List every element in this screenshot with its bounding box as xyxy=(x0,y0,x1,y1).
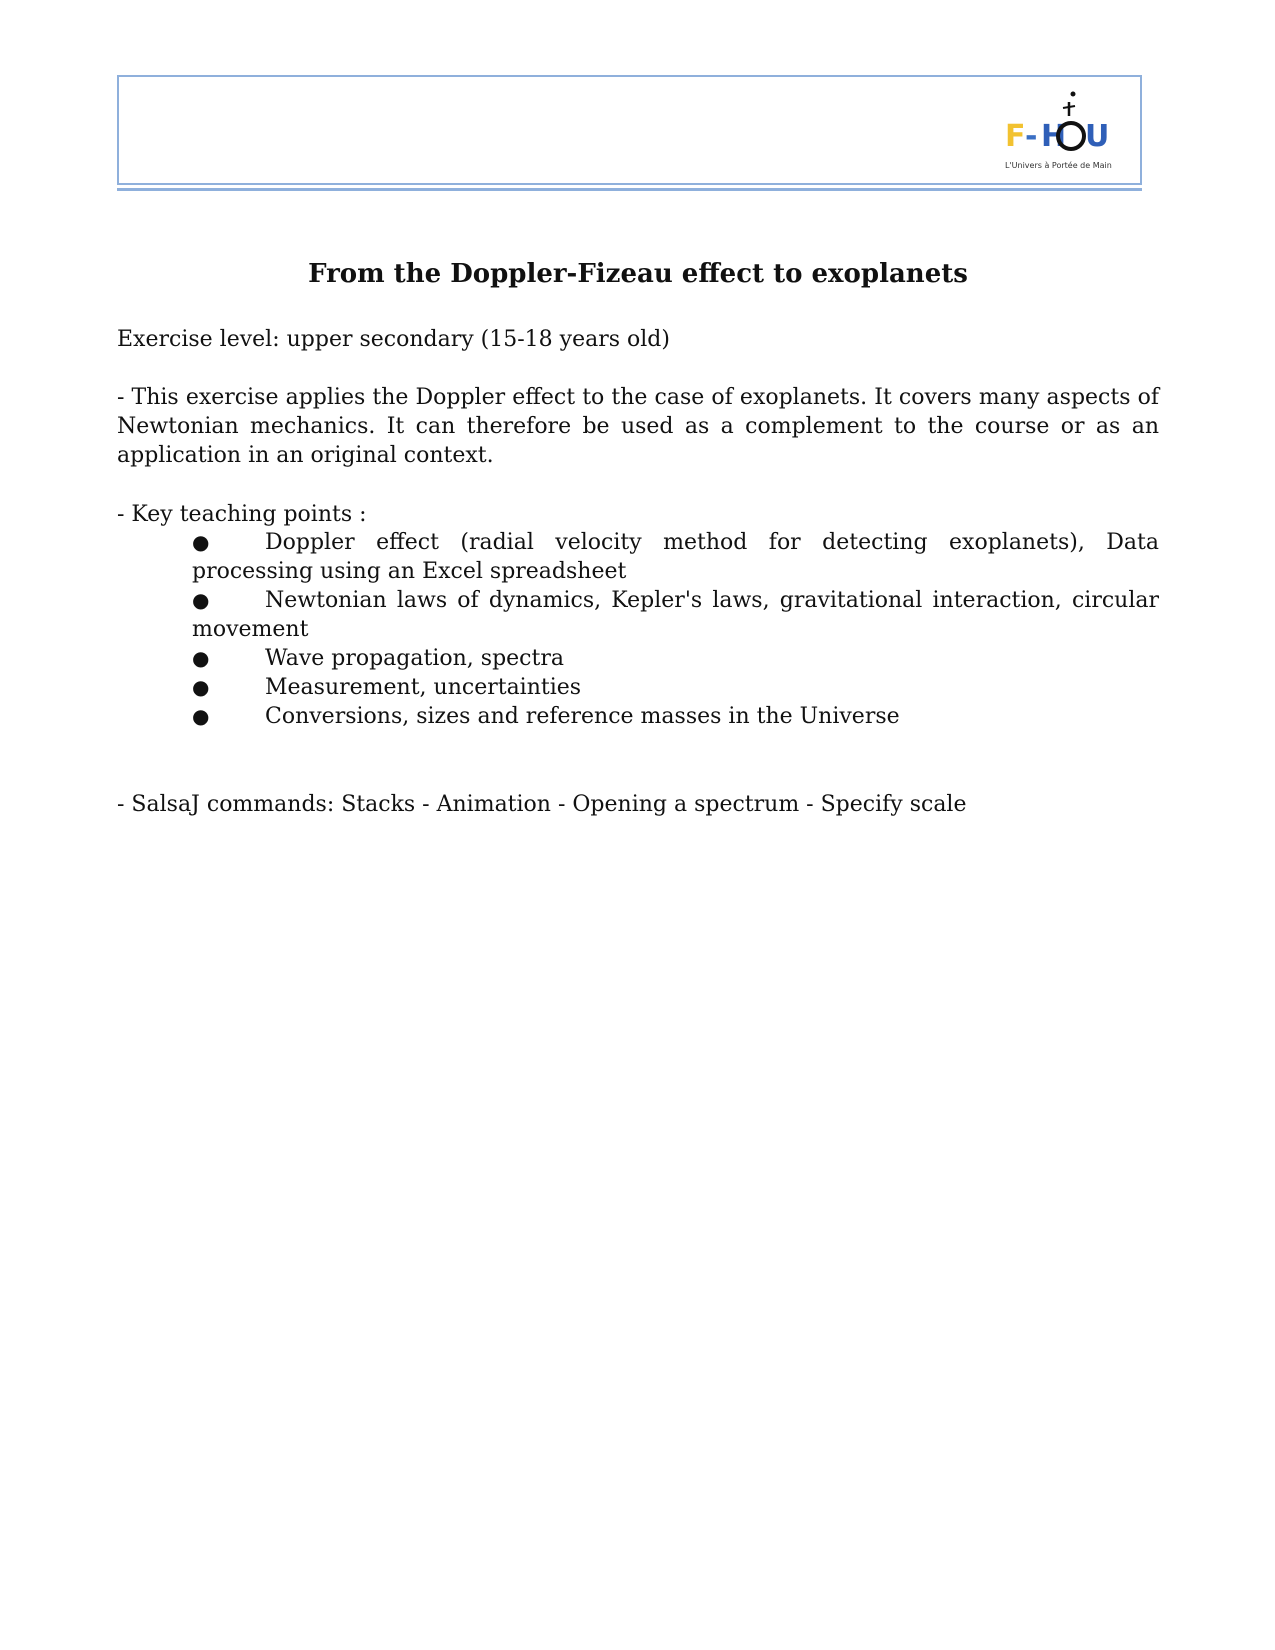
header-rule xyxy=(117,188,1142,191)
bullet-icon: ● xyxy=(192,588,210,612)
svg-text:-: - xyxy=(1025,119,1038,154)
bullet-icon: ● xyxy=(192,675,210,699)
page-title: From the Doppler-Fizeau effect to exoplanets xyxy=(308,259,968,289)
exercise-level: Exercise level: upper secondary (15-18 years old) xyxy=(117,327,670,352)
list-item xyxy=(192,702,1159,731)
svg-text:H: H xyxy=(1041,119,1067,154)
salsaj-commands: - SalsaJ commands: Stacks - Animation - Opening a spectrum - Specify scale xyxy=(117,792,967,817)
list-item xyxy=(192,586,1159,644)
intro-paragraph: - This exercise applies the Doppler effect to the case of exoplanets. It covers many aspects of Newtonian mechanics. It can therefore be used as a complement to the course or as an application in an original context. xyxy=(117,385,1159,468)
list-item xyxy=(192,528,1159,586)
key-points-heading: - Key teaching points : xyxy=(117,502,367,527)
list-item-text: Wave propagation, spectra xyxy=(265,646,564,671)
f-hou-logo-icon xyxy=(1005,88,1125,180)
list-item-text: Newtonian laws of dynamics, Kepler's laws, gravitational interaction, circular movement xyxy=(192,588,1159,642)
svg-text:F: F xyxy=(1005,119,1026,154)
svg-text:L'Univers à Portée de Main: L'Univers à Portée de Main xyxy=(1005,161,1112,170)
bullet-icon: ● xyxy=(192,704,210,728)
key-points-list xyxy=(192,528,1159,731)
bullet-icon: ● xyxy=(192,646,210,670)
list-item xyxy=(192,673,1159,702)
list-item-text: Measurement, uncertainties xyxy=(265,675,582,700)
list-item-text: Conversions, sizes and reference masses in the Universe xyxy=(265,704,900,729)
list-item-text: Doppler effect (radial velocity method for detecting exoplanets), Data processing using an Excel spreadsheet xyxy=(192,530,1159,584)
svg-text:U: U xyxy=(1085,119,1110,154)
header-box xyxy=(117,75,1142,185)
bullet-icon: ● xyxy=(192,530,210,554)
list-item xyxy=(192,644,1159,673)
